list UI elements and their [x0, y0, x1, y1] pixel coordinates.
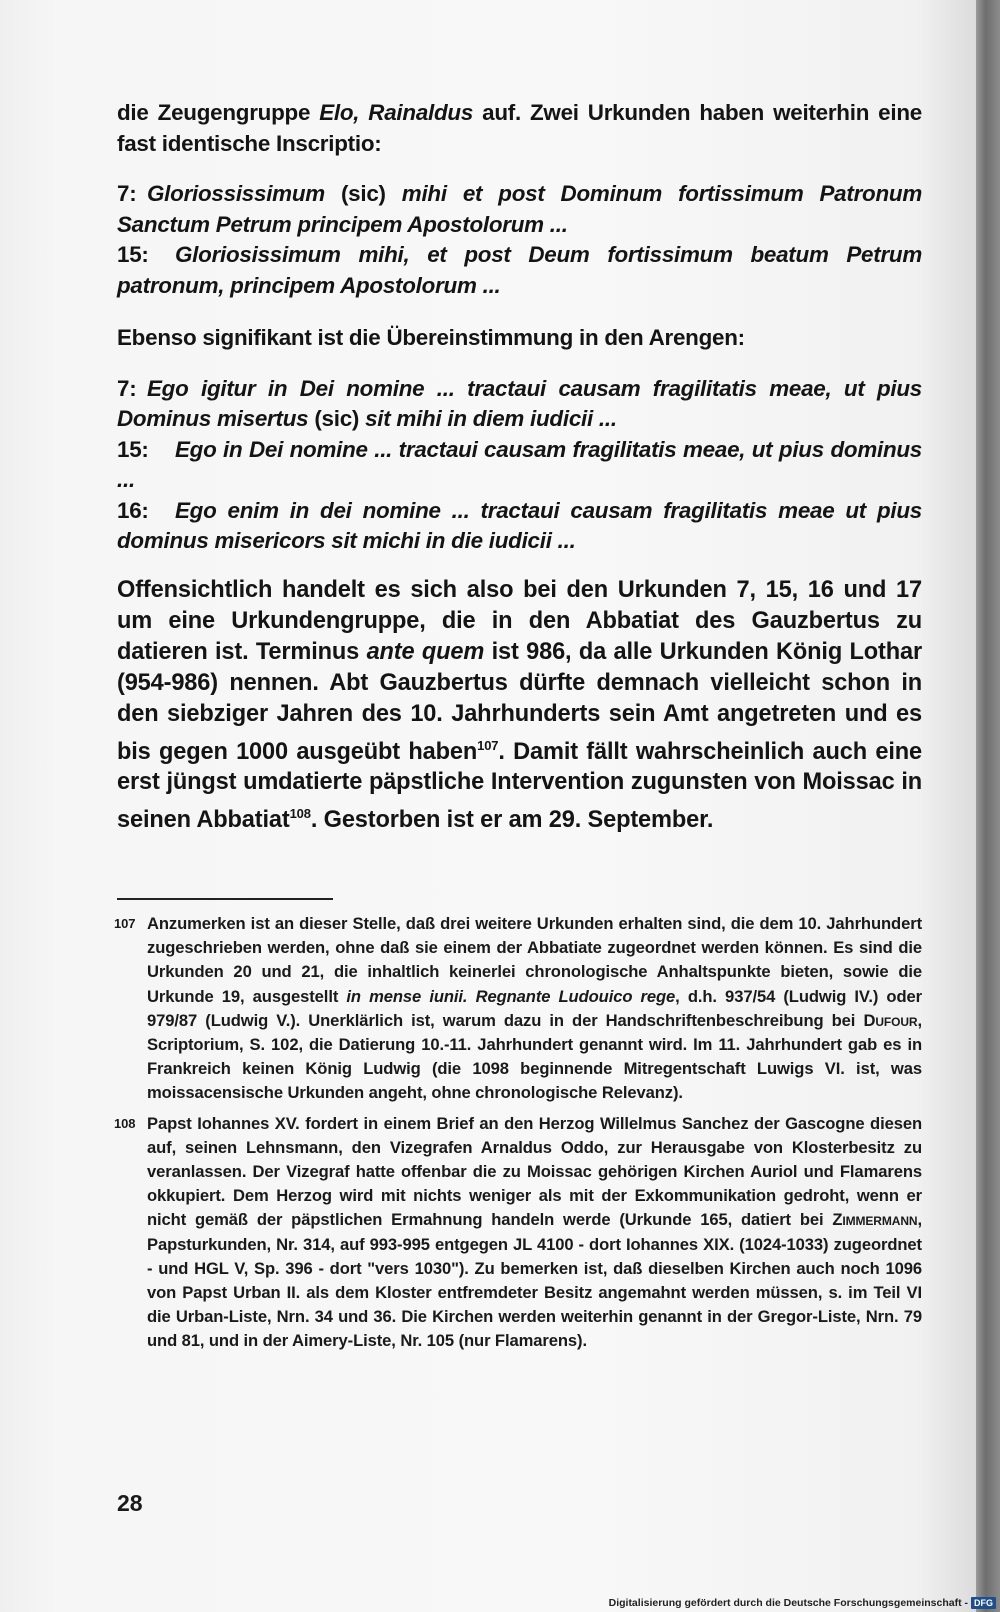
- footnote-107: 107 Anzumerken ist an dieser Stelle, daß drei weitere Urkunden erhalten sind, die dem 10. Jahrhundert zugeschrieben werden, ohne daß sie einem der Abbatiate zugeordnet werden können. Es sind die Urkunden 20 und 21, die inhaltlich keinerlei chronologische Anhaltspunkte bieten, sowie die Urkunde 19, ausgestellt in mense iunii. Regnante Ludouico rege, d.h. 937/54 (Ludwig IV.) oder 979/87 (Ludwig V.). Unerklärlich ist, warum dazu in der Handschriftenbeschreibung bei Dufour, Scriptorium, S. 102, die Datierung 10.-11. Jahrhundert genannt wird. Im 11. Jahrhundert gab es in Frankreich keinen König Ludwig (die 1098 beginnende Mitregentschaft Luwigs VI. ist, was moissacensische Urkunden angeht, ohne chronologische Relevanz).: [114, 914, 922, 1103]
- footnote-ref-108[interactable]: 108: [289, 806, 311, 822]
- quote-inscriptio-15: 15: Gloriosissimum mihi, et post Deum fortissimum beatum Petrum patronum, principem Apostolorum ...: [117, 242, 922, 298]
- quote-inscriptio-7: 7: Gloriossissimum (sic) mihi et post Dominum fortissimum Patronum Sanctum Petrum principem Apostolorum ...: [117, 181, 922, 237]
- quote-arenga-7: 7: Ego igitur in Dei nomine ... tractaui causam fragilitatis meae, ut pius Dominus misertus (sic) sit mihi in diem iudicii ...: [117, 375, 922, 431]
- funding-note: Digitalisierung gefördert durch die Deutsche Forschungsgemeinschaft -: [608, 1597, 968, 1609]
- footnote-number: 108: [114, 1115, 136, 1131]
- footnotes: [114, 912, 922, 1360]
- footnote-number: 107: [114, 916, 136, 931]
- quote-arenga-15: 15: Ego in Dei nomine ... tractaui causam fragilitatis meae, ut pius dominus ...: [117, 436, 922, 492]
- page-edge: [976, 0, 1000, 1612]
- footnote-ref-107[interactable]: 107: [477, 737, 499, 753]
- footnote-108: 108 Papst Iohannes XV. fordert in einem Brief an den Herzog Willelmus Sanchez der Gascogne diesen auf, seinen Lehnsmann, den Vizegrafen Arnaldus Oddo, zur Herausgabe von Klosterbesitz zu veranlassen. Der Vizegraf hatte offenbar die zu Moissac gehörigen Kirchen Auriol und Flamarens okkupiert. Dem Herzog wird mit nichts weniger als mit der Exkommunikation gedroht, wenn er nicht gemäß der päpstlichen Ermahnung handeln werde (Urkunde 165, datiert bei Zimmermann, Papsturkunden, Nr. 314, auf 993-995 entgegen JL 4100 - dort Iohannes XIX. (1024-1033) zugeordnet - und HGL V, Sp. 396 - dort "vers 1030"). Zu bemerken ist, daß dieselben Kirchen auch noch 1096 von Papst Urban II. als dem Kloster entfremdeter Besitz angemahnt werden müssen, s. im Teil VI die Urban-Liste, Nrn. 34 und 36. Die Kirchen werden weiterhin genannt in der Gregor-Liste, Nrn. 79 und 81, und in der Aimery-Liste, Nr. 105 (nur Flamarens).: [114, 1113, 922, 1351]
- footnote-divider: [117, 898, 333, 900]
- funding-credit: [609, 1597, 996, 1609]
- paragraph-zeugengruppe: die Zeugengruppe Elo, Rainaldus auf. Zwei Urkunden haben weiterhin eine fast identische Inscriptio:: [117, 100, 922, 156]
- quote-arenga-16: 16: Ego enim in dei nomine ... tractaui causam fragilitatis meae ut pius dominus misericors sit michi in die iudicii ...: [117, 497, 922, 553]
- dfg-logo-icon: DFG: [971, 1597, 996, 1609]
- page-number: 28: [117, 1490, 143, 1516]
- paragraph-arengen: Ebenso signifikant ist die Übereinstimmung in den Arengen:: [117, 325, 745, 350]
- body-text: [117, 98, 922, 836]
- paragraph-main: Offensichtlich handelt es sich also bei den Urkunden 7, 15, 16 und 17 um eine Urkundengruppe, die in den Abbatiat des Gauzbertus zu datieren ist. Terminus ante quem ist 986, da alle Urkunden König Lothar (954-986) nennen. Abt Gauzbertus dürfte demnach vielleicht schon in den siebziger Jahren des 10. Jahrhunderts sein Amt angetreten und es bis gegen 1000 ausgeübt haben$^{107}$. Damit fällt wahrscheinlich auch eine erst jüngst umdatierte päpstliche Intervention zugunsten von Moissac in seinen Abbatiat$^{108}$. Gestorben ist er am 29. September.: [117, 576, 922, 834]
